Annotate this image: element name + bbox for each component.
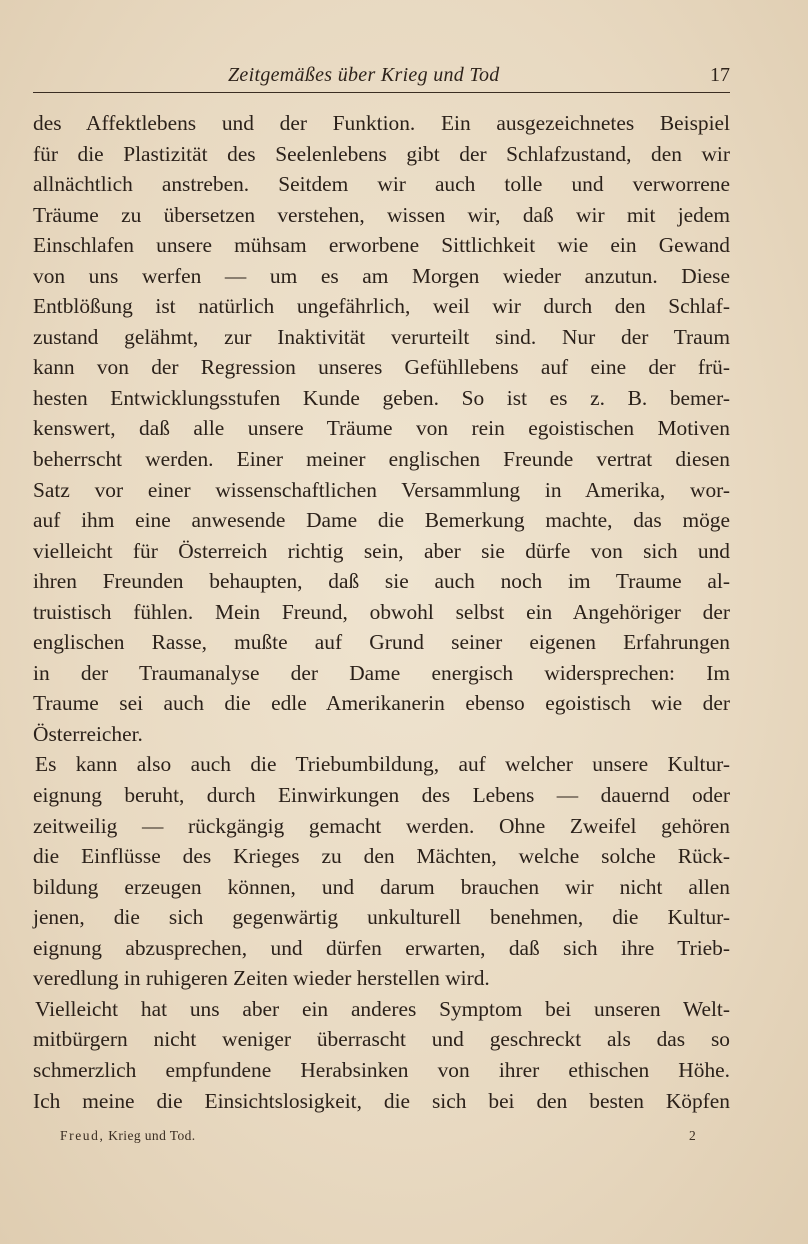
text-line: ihren Freunden behaupten, daß sie auch noch im Traume al- [33, 569, 730, 594]
printer-signature [60, 1128, 196, 1144]
text-line: auf ihm eine anwesende Dame die Bemerkung machte, das möge [33, 508, 730, 533]
text-line: Österreicher. [33, 721, 143, 746]
signature-number: 2 [689, 1128, 696, 1143]
text-line: Es kann also auch die Triebumbildung, auf welcher unsere Kultur- [35, 752, 730, 777]
text-line: für die Plastizität des Seelenlebens gibt der Schlafzustand, den wir [33, 141, 730, 166]
text-line: Einschlafen unsere mühsam erworbene Sittlichkeit wie ein Gewand [33, 233, 730, 258]
text-line: veredlung in ruhigeren Zeiten wieder herstellen wird. [33, 966, 490, 991]
text-line: die Einflüsse des Krieges zu den Mächten, welche solche Rück- [33, 844, 730, 869]
text-line: Träume zu übersetzen verstehen, wissen wir, daß wir mit jedem [33, 202, 730, 227]
text-line: kann von der Regression unseres Gefühllebens auf eine der frü- [33, 355, 730, 380]
text-line: hesten Entwicklungsstufen Kunde geben. So ist es z. B. bemer- [33, 385, 730, 410]
text-line: Satz vor einer wissenschaftlichen Versammlung in Amerika, wor- [33, 477, 730, 502]
body-text [33, 108, 730, 1116]
text-line: beherrscht werden. Einer meiner englischen Freunde vertrat diesen [33, 447, 730, 472]
text-line: kenswert, daß alle unsere Träume von rein egoistischen Motiven [33, 416, 730, 441]
text-line: mitbürgern nicht weniger überrascht und geschreckt als das so [33, 1027, 730, 1052]
text-line: Entblößung ist natürlich ungefährlich, weil wir durch den Schlaf- [33, 294, 730, 319]
signature-author: Freud, [60, 1128, 105, 1143]
text-line: bildung erzeugen können, und darum brauchen wir nicht allen [33, 874, 730, 899]
text-line: schmerzlich empfundene Herabsinken von ihrer ethischen Höhe. [33, 1057, 730, 1082]
text-line: jenen, die sich gegenwärtig unkulturell benehmen, die Kultur- [33, 905, 730, 930]
text-line: von uns werfen — um es am Morgen wieder anzutun. Diese [33, 263, 730, 288]
text-line: eignung abzusprechen, und dürfen erwarten, daß sich ihre Trieb- [33, 935, 730, 960]
text-line: Vielleicht hat uns aber ein anderes Symptom bei unseren Welt- [35, 996, 730, 1021]
text-line: in der Traumanalyse der Dame energisch widersprechen: Im [33, 660, 730, 685]
text-line: zeitweilig — rückgängig gemacht werden. Ohne Zweifel gehören [33, 813, 730, 838]
running-title: Zeitgemäßes über Krieg und Tod [228, 64, 500, 86]
text-line: Ich meine die Einsichtslosigkeit, die sich bei den besten Köpfen [33, 1088, 730, 1113]
running-head [33, 62, 730, 93]
text-line: zustand gelähmt, zur Inaktivität verurteilt sind. Nur der Traum [33, 324, 730, 349]
text-line: vielleicht für Österreich richtig sein, aber sie dürfe von sich und [33, 538, 730, 563]
text-line: des Affektlebens und der Funktion. Ein ausgezeichnetes Beispiel [33, 111, 730, 135]
text-line: englischen Rasse, mußte auf Grund seiner eigenen Erfahrungen [33, 630, 730, 655]
page-number: 17 [710, 64, 730, 86]
text-line: truistisch fühlen. Mein Freund, obwohl selbst ein Angehöriger der [33, 599, 730, 624]
text-line: allnächtlich anstreben. Seitdem wir auch tolle und verworrene [33, 172, 730, 197]
text-line: eignung beruht, durch Einwirkungen des Lebens — dauernd oder [33, 783, 730, 808]
signature-title: Krieg und Tod. [108, 1128, 196, 1143]
text-line: Traume sei auch die edle Amerikanerin ebenso egoistisch wie der [33, 691, 730, 716]
